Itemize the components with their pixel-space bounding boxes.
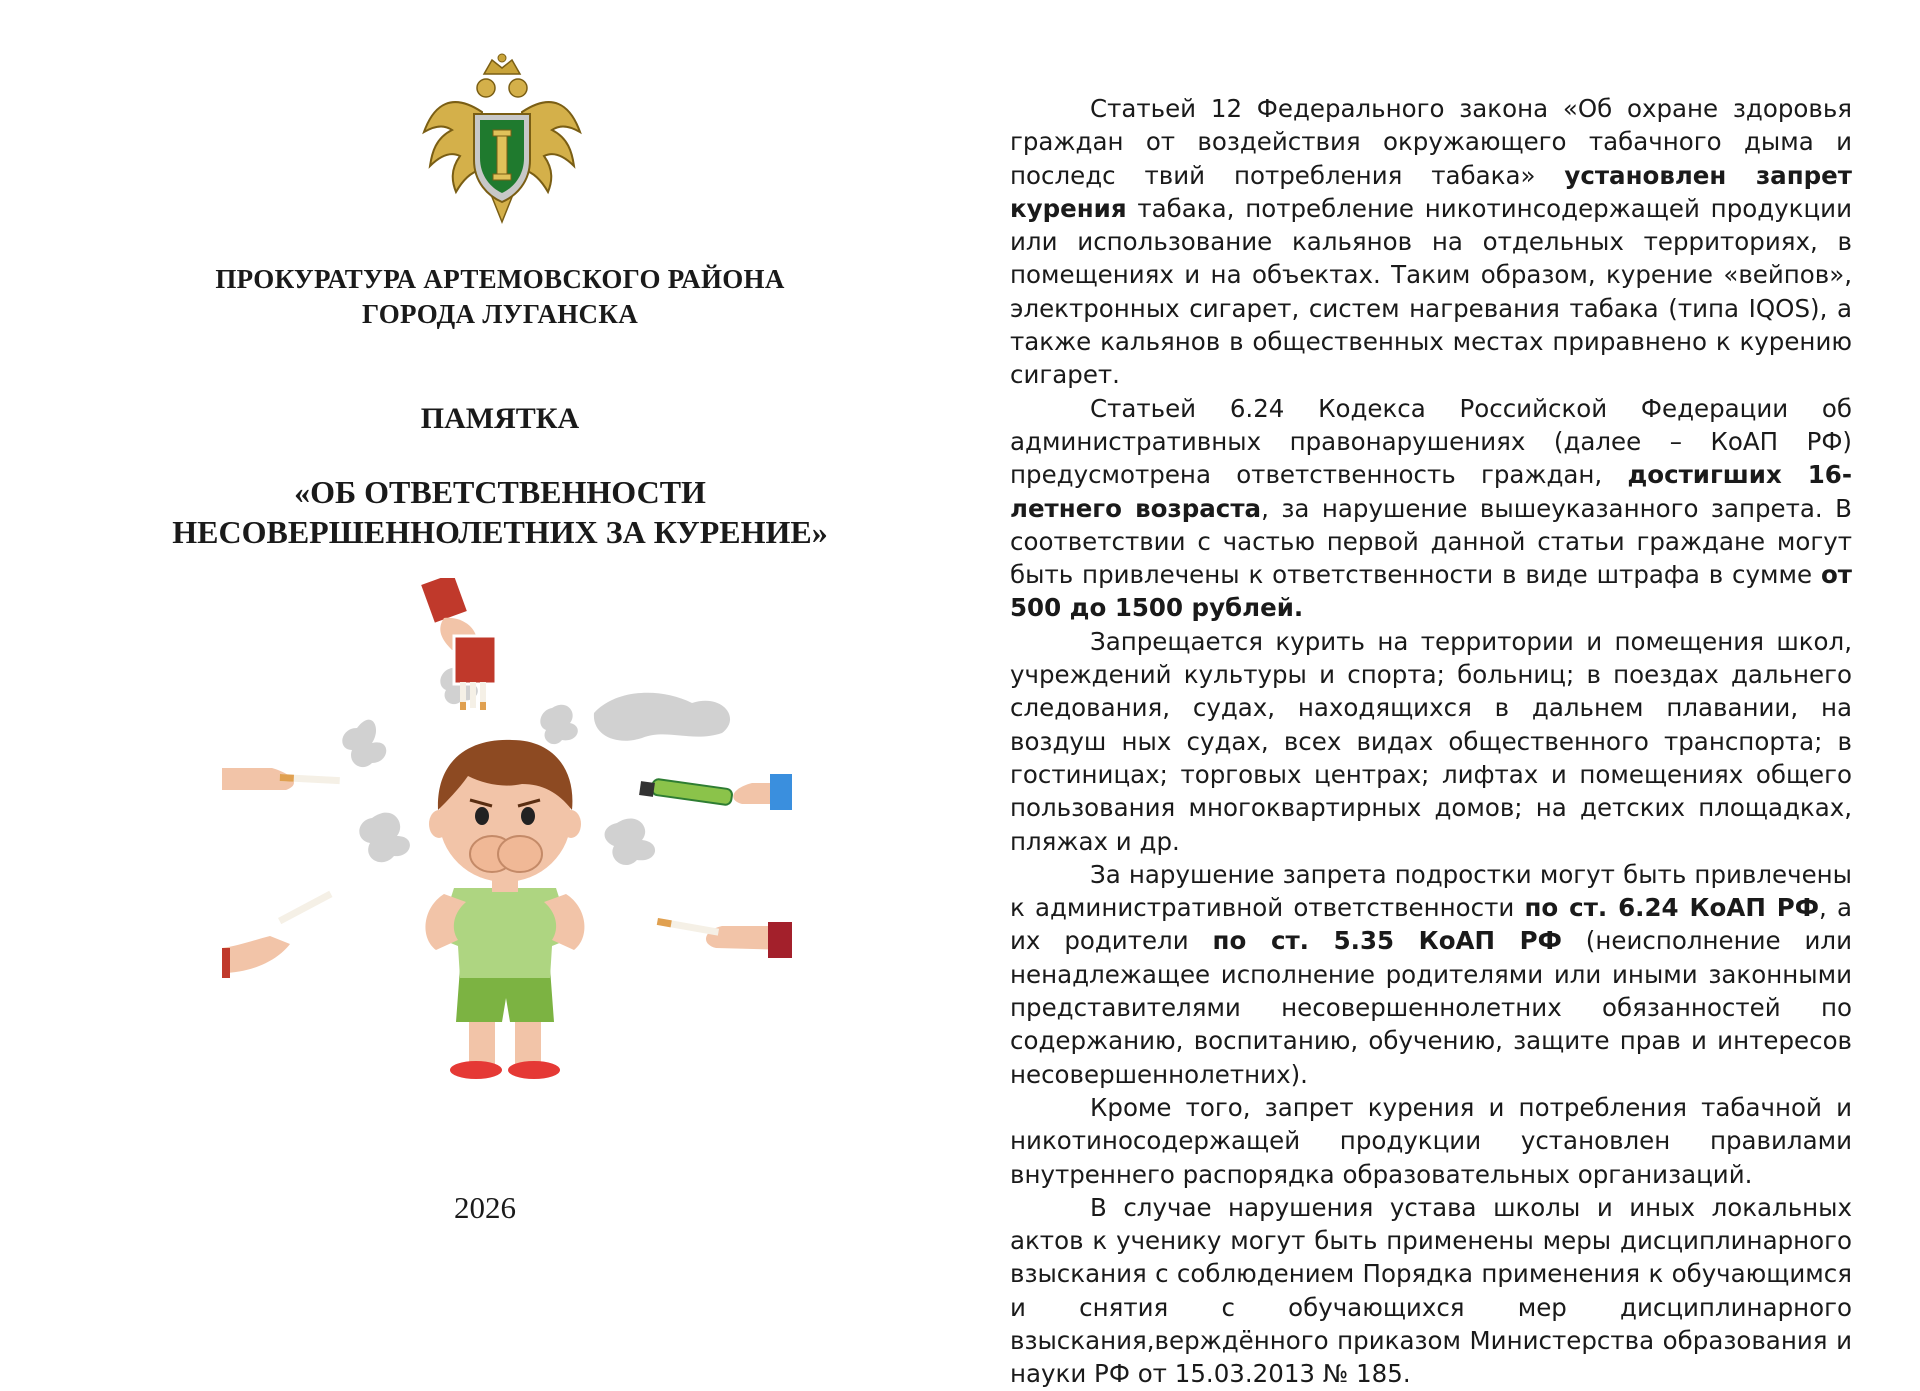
document-kind: ПАМЯТКА bbox=[420, 402, 580, 435]
organization-line-2: ГОРОДА ЛУГАНСКА bbox=[361, 299, 639, 329]
document-topic bbox=[150, 472, 850, 552]
child-covering-mouth-smoke-illustration bbox=[222, 578, 792, 1108]
memo-text bbox=[1010, 92, 1852, 1391]
paragraph-5: Кроме того, запрет курения и потребления табачной и никотиносодержащей продукции установлен правилами внутреннего распорядка образовательных организаций. bbox=[1010, 1092, 1852, 1189]
paragraph-6: В случае нарушения устава школы и иных локальных актов к ученику могут быть применены меры дисциплинарного взыскания с соблюдением Порядка применения к обучающимся и снятия с обучающихся мер дисциплинарного взыскания,верждённого приказом Министерства образования и науки РФ от 15.03.2013 № 185. bbox=[1010, 1192, 1852, 1389]
paragraph-2: Статьей 6.24 Кодекса Российской Федерации об административных правонарушениях (далее – КоАП РФ) предусмотрена ответственность граждан, достигших 16-летнего возраста, за нарушение вышеуказанного запрета. В соответствии с частью первой данной статьи граждане могут быть привлечены к ответственности в виде штрафа в сумме от 500 до 1500 рублей. bbox=[1010, 393, 1852, 623]
paragraph-1: Статьей 12 Федерального закона «Об охране здоровья граждан от воздействия окружающего табачного дыма и последс твий потребления табака» установлен запрет курения табака, потребление никотинсодержащей продукции или использование кальянов на отдельных территориях, в помещениях и на объектах. Таким образом, курение «вейпов», электронных сигарет, систем нагревания табака (типа IQOS), а также кальянов в общественных местах приравнено к курению сигарет. bbox=[1010, 94, 1852, 390]
topic-line-2: НЕСОВЕРШЕННОЛЕТНИХ ЗА КУРЕНИЕ» bbox=[172, 514, 828, 550]
organization-name bbox=[150, 262, 850, 332]
topic-line-1: «ОБ ОТВЕТСТВЕННОСТИ bbox=[294, 474, 706, 510]
paragraph-3: Запрещается курить на территории и помещения школ, учреждений культуры и спорта; больниц; в поездах дальнего следования, судах, находящихся в дальнем плавании, на воздуш ных судах, всех видах общественного транспорта; в гостиницах; торговых центрах; лифтах и помещениях общего пользования многоквартирных домов; на детских площадках, пляжах и др. bbox=[1010, 626, 1852, 856]
prosecutor-emblem-icon bbox=[412, 52, 592, 232]
organization-line-1: ПРОКУРАТУРА АРТЕМОВСКОГО РАЙОНА bbox=[215, 264, 785, 294]
publication-year: 2026 bbox=[454, 1190, 516, 1225]
paragraph-4: За нарушение запрета подростки могут быть привлечены к административной ответственности по ст. 6.24 КоАП РФ, а их родители по ст. 5.35 КоАП РФ (неисполнение или ненадлежащее исполнение родителями или иными законными представителями несовершеннолетних обязанностей по содержанию, воспитанию, обучению, защите прав и интересов несовершеннолетних). bbox=[1010, 859, 1853, 1089]
